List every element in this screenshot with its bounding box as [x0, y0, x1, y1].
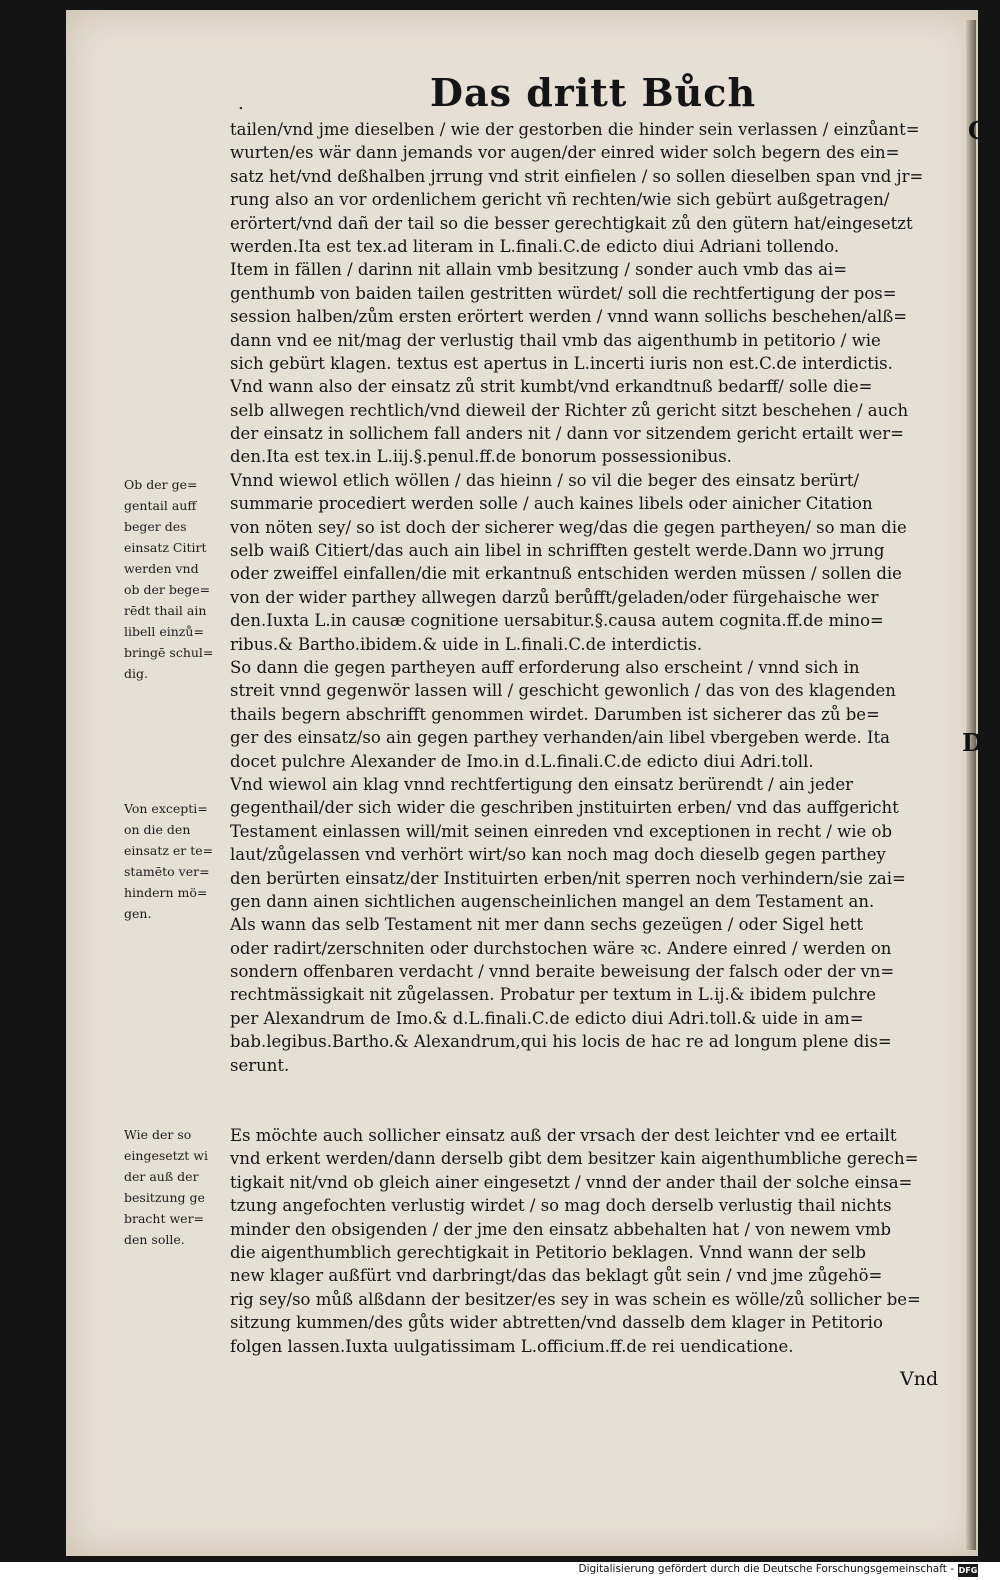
text-line: Vnd wann also der einsatz zů strit kumbt/vnd erkandtnuß bedarff/ solle die= — [230, 377, 873, 397]
text-line: laut/zůgelassen vnd verhört wirt/so kan noch mag doch dieselb gegen parthey — [230, 845, 886, 865]
sidenote-line: bracht wer= — [124, 1211, 205, 1226]
text-line: session halben/zům ersten erörtert werden / vnnd wann sollichs beschehen/alß= — [230, 307, 908, 327]
sidenote-line: gentail auff — [124, 498, 197, 513]
sidenote-einsatz-citirt — [124, 474, 234, 684]
text-line: serunt. — [230, 1055, 290, 1075]
sidenote-line: gen. — [124, 906, 152, 921]
text-line: von nöten sey/ so ist doch der sicherer weg/das die gegen partheyen/ so man die — [230, 517, 907, 537]
text-line: sitzung kummen/des gůts wider abtretten/vnd dasselb dem klager in Petitorio — [230, 1313, 883, 1333]
text-line: rechtmässigkait nit zůgelassen. Probatur per textum in L.ij.& ibidem pulchre — [230, 985, 877, 1005]
text-line: summarie procediert werden solle / auch kaines libels oder ainicher Citation — [230, 494, 873, 514]
text-line: minder den obsigenden / der jme den einsatz abbehalten hat / von newem vmb — [230, 1219, 892, 1239]
text-line: new klager außfürt vnd darbringt/das das beklagt gůt sein / vnd jme zůgehö= — [230, 1266, 883, 1286]
text-line: gegenthail/der sich wider die geschriben jnstituirten erben/ vnd das auffgericht — [230, 798, 899, 818]
page-edge — [966, 20, 976, 1550]
text-line: selb allwegen rechtlich/vnd dieweil der Richter zů gericht sitzt beschehen / auch — [230, 400, 909, 420]
sidenote-line: Wie der so — [124, 1127, 192, 1142]
sidenote-line: Ob der ge= — [124, 477, 198, 492]
sidenote-line: besitzung ge — [124, 1190, 205, 1205]
text-line: gen dann ainen sichtlichen augenscheinlichen mangel an dem Testament an. — [230, 891, 875, 911]
sidenote-line: beger des — [124, 519, 187, 534]
text-line: tailen/vnd jme dieselben / wie der gestorben die hinder sein verlassen / einzůant= — [230, 120, 920, 139]
text-line: selb waiß Citiert/das auch ain libel in schrifften gestelt werde.Dann wo jrrung — [230, 541, 885, 561]
text-line: per Alexandrum de Imo.& d.L.finali.C.de edicto diui Adri.toll.& uide in am= — [230, 1008, 864, 1028]
funding-notice: Digitalisierung gefördert durch die Deutsche Forschungsgemeinschaft - — [578, 1563, 954, 1575]
text-line: den berürten einsatz/der Instituirten erben/nit sperren noch verhindern/sie zai= — [230, 868, 906, 888]
text-line: tzung angefochten verlustig wirdet / so mag doch derselb verlustig thail nichts — [230, 1196, 892, 1216]
text-line: dann vnd ee nit/mag der verlustig thail vmb das aigenthumb in petitorio / wie — [230, 330, 881, 350]
text-line: Item in fällen / darinn nit allain vmb besitzung / sonder auch vmb das ai= — [230, 260, 848, 280]
text-line: ger des einsatz/so ain gegen parthey verhanden/ain libel vbergeben werde. Ita — [230, 728, 890, 748]
footer-bar — [0, 1562, 1000, 1580]
folio-mark: . — [238, 93, 244, 114]
text-line: rung also an vor ordenlichem gericht vñ rechten/wie sich gebürt außgetragen/ — [230, 190, 890, 210]
catchword: Vnd — [900, 1368, 939, 1390]
text-line: bab.legibus.Bartho.& Alexandrum,qui his locis de hac re ad longum plene dis= — [230, 1032, 892, 1052]
text-line: wurten/es wär dann jemands vor augen/der einred wider solch begern des ein= — [230, 143, 900, 163]
sidenote-besitzung — [124, 1124, 234, 1250]
sidenote-line: rēdt thail ain — [124, 603, 207, 618]
dfg-logo: DFG — [958, 1566, 978, 1575]
text-line: Vnd wiewol ain klag vnnd rechtfertigung den einsatz berürendt / ain jeder — [230, 774, 854, 794]
running-head: Das dritt Bůch — [430, 70, 757, 115]
text-line: thails begern abschrifft genommen wirdet. Darumben ist sicherer das zů be= — [230, 704, 880, 724]
text-line: So dann die gegen partheyen auff erforderung also erscheint / vnnd sich in — [230, 657, 860, 677]
main-text-block-2 — [230, 1124, 960, 1358]
sidenote-line: werden vnd — [124, 561, 199, 576]
sidenote-line: einsatz Citirt — [124, 540, 207, 555]
text-line: docet pulchre Alexander de Imo.in d.L.finali.C.de edicto diui Adri.toll. — [230, 751, 814, 771]
text-line: folgen lassen.Iuxta uulgatissimam L.officium.ff.de rei uendicatione. — [230, 1336, 794, 1356]
sidenote-line: ob der bege= — [124, 582, 211, 597]
text-line: tigkait nit/vnd ob gleich ainer eingesetzt / vnnd der ander thail der solche einsa= — [230, 1172, 913, 1192]
text-line: Testament einlassen will/mit seinen einreden vnd exceptionen in recht / wie ob — [230, 821, 893, 841]
sidenote-line: der auß der — [124, 1169, 199, 1184]
text-line: streit vnnd gegenwör lassen will / geschicht gewonlich / das von des klagenden — [230, 681, 896, 701]
text-line: sich gebürt klagen. textus est apertus in L.incerti iuris non est.C.de interdictis. — [230, 353, 893, 373]
text-line: Vnnd wiewol etlich wöllen / das hieinn / so vil die beger des einsatz berürt/ — [230, 470, 860, 490]
text-line: satz het/vnd deßhalben jrrung vnd strit einfielen / so sollen dieselben span vnd jr= — [230, 166, 924, 186]
text-line: werden.Ita est tex.ad literam in L.finali.C.de edicto diui Adriani tollendo. — [230, 236, 840, 256]
margin-letter-c: C — [968, 116, 988, 145]
text-line: ribus.& Bartho.ibidem.& uide in L.finali.C.de interdictis. — [230, 634, 703, 654]
sidenote-line: einsatz er te= — [124, 843, 214, 858]
text-line: die aigenthumblich gerechtigkait in Petitorio beklagen. Vnnd wann der selb — [230, 1242, 866, 1262]
text-line: oder radirt/zerschniten oder durchstochen wäre ꝛc. Andere einred / werden on — [230, 938, 892, 958]
sidenote-line: stamēto ver= — [124, 864, 210, 879]
text-line: den.Iuxta L.in causæ cognitione uersabitur.§.causa autem cognita.ff.de mino= — [230, 611, 884, 631]
sidenote-line: bringē schul= — [124, 645, 214, 660]
sidenote-line: hindern mö= — [124, 885, 208, 900]
text-line: vnd erkent werden/dann derselb gibt dem besitzer kain aigenthumbliche gerech= — [230, 1149, 919, 1169]
text-line: oder zweiffel einfallen/die mit erkantnuß entschiden werden müssen / sollen die — [230, 564, 902, 584]
text-line: rig sey/so můß alßdann der besitzer/es sey in was schein es wölle/zů sollicher be= — [230, 1289, 921, 1309]
sidenote-line: dig. — [124, 666, 148, 681]
sidenote-line: den solle. — [124, 1232, 185, 1247]
text-line: von der wider parthey allwegen darzů berůfft/geladen/oder fürgehaische wer — [230, 587, 879, 607]
text-line: den.Ita est tex.in L.iij.§.penul.ff.de bonorum possessionibus. — [230, 447, 732, 467]
margin-letter-d: D — [962, 728, 983, 757]
sidenote-line: eingesetzt wi — [124, 1148, 208, 1163]
text-line: der einsatz in sollichem fall anders nit / dann vor sitzendem gericht ertailt wer= — [230, 424, 904, 444]
text-line: Es möchte auch sollicher einsatz auß der vrsach der dest leichter vnd ee ertailt — [230, 1126, 897, 1145]
sidenote-line: Von excepti= — [124, 801, 208, 816]
main-text-block-1 — [230, 118, 960, 1077]
sidenote-line: on die den — [124, 822, 191, 837]
text-line: erörtert/vnd dañ der tail so die besser gerechtigkait zů den gütern hat/eingesetzt — [230, 213, 913, 233]
text-line: Als wann das selb Testament nit mer dann sechs gezeügen / oder Sigel hett — [230, 915, 864, 935]
sidenote-line: libell einzů= — [124, 624, 204, 639]
sidenote-exceptionen — [124, 798, 234, 924]
text-line: sondern offenbaren verdacht / vnnd beraite beweisung der falsch oder der vn= — [230, 962, 895, 982]
text-line: genthumb von baiden tailen gestritten würdet/ soll die rechtfertigung der pos= — [230, 283, 897, 303]
